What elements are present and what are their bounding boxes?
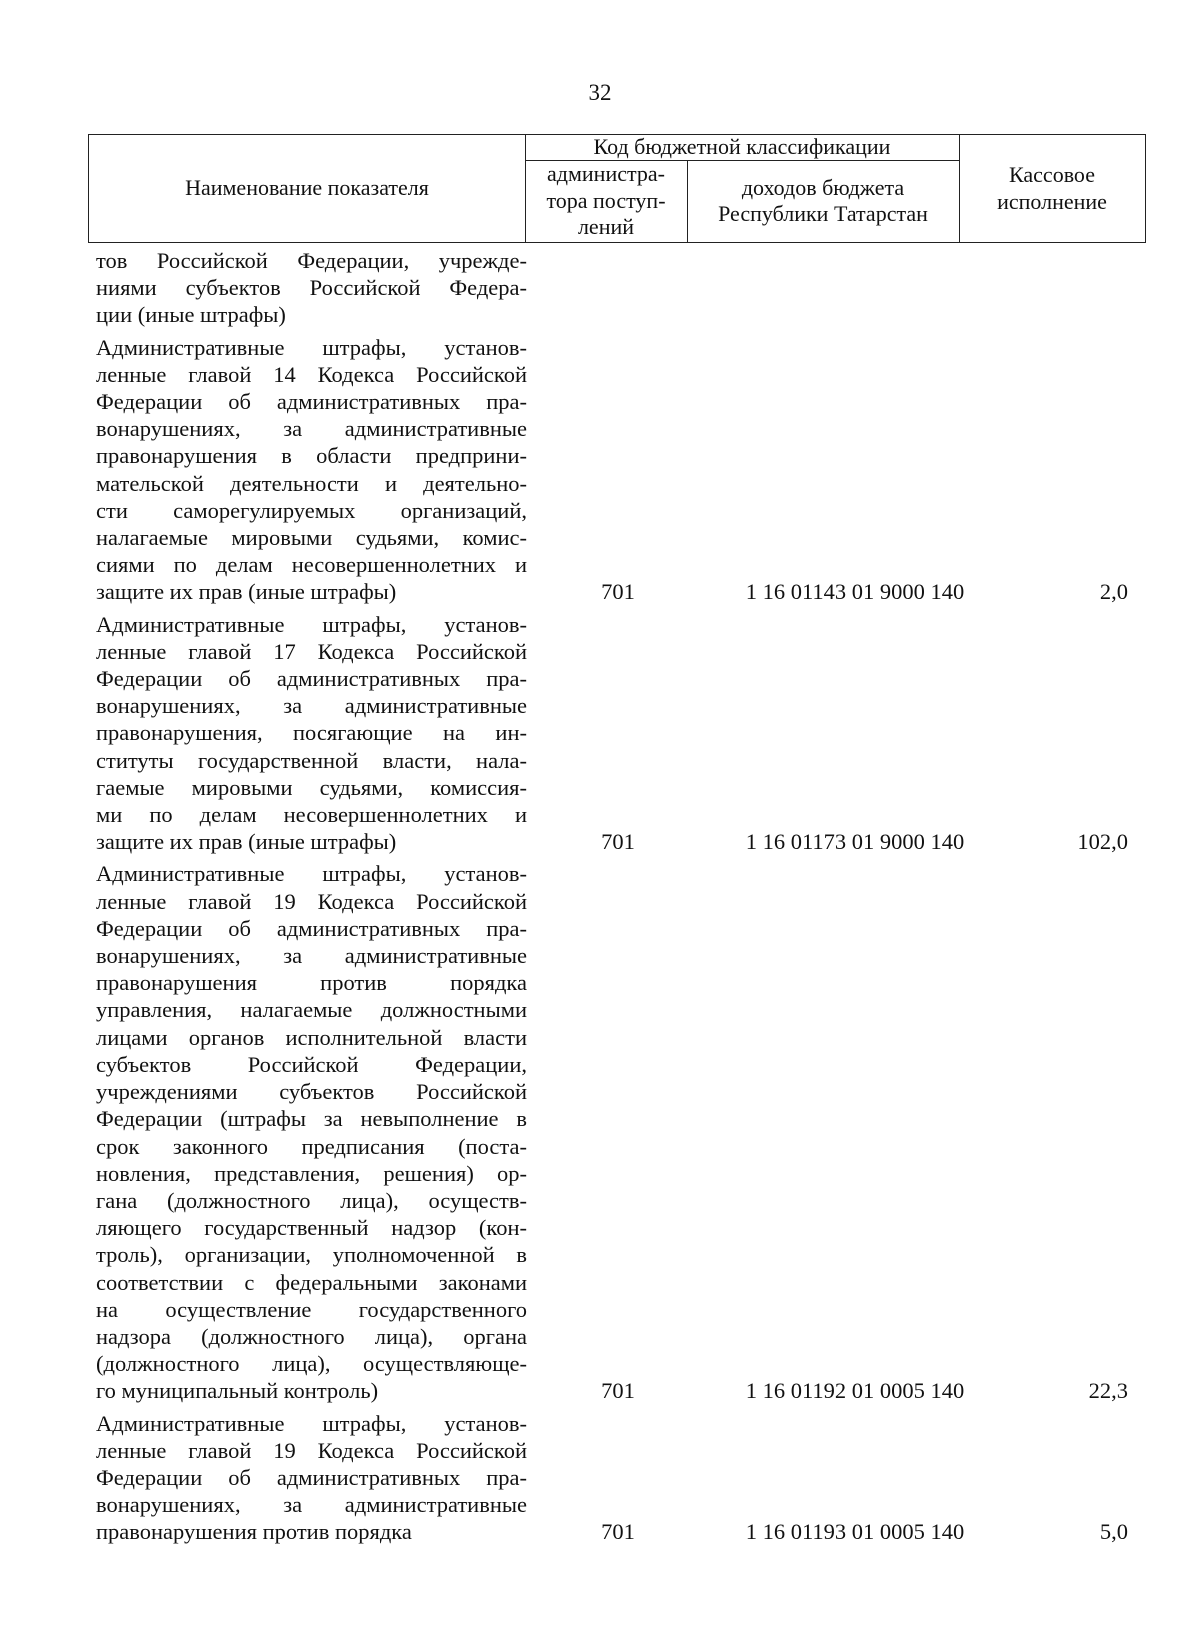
row-description [96, 1410, 527, 1546]
row-description-line: ции (иные штрафы) [96, 302, 286, 328]
row-description-line: правонарушения в области предприни- [96, 443, 527, 469]
header-col-admin: администра- тора поступ- лений [546, 161, 666, 240]
row-admin-code: 701 [601, 579, 635, 605]
table-row [0, 1410, 1200, 1546]
table-row [0, 860, 1200, 1404]
row-description [96, 334, 527, 606]
row-description-line: Административные штрафы, установ- [96, 861, 527, 887]
row-amount: 22,3 [1088, 1378, 1128, 1404]
row-description-line: Федерации об административных пра- [96, 915, 527, 941]
row-description-line: (должностного лица), осуществляюще- [96, 1351, 527, 1377]
row-admin-code: 701 [601, 1519, 635, 1545]
header-col-cash: Кассовое исполнение [997, 162, 1107, 214]
row-description-line: надзора (должностного лица), органа [96, 1323, 527, 1349]
row-description-line: вонарушениях, за административные [96, 416, 527, 442]
row-description-line: ституты государственной власти, нала- [96, 747, 527, 773]
row-description-line: правонарушения против порядка [96, 970, 527, 996]
page-number: 32 [588, 80, 612, 105]
row-description-line: управления, налагаемые должностными [96, 997, 527, 1023]
row-description-line: соответствии с федеральными законами [96, 1269, 527, 1295]
row-description [96, 247, 527, 329]
row-description-line: Административные штрафы, установ- [96, 611, 527, 637]
row-admin-code: 701 [601, 829, 635, 855]
table-row [0, 611, 1200, 856]
row-description-line: правонарушения, посягающие на ин- [96, 720, 527, 746]
row-description-line: новления, представления, решения) ор- [96, 1160, 527, 1186]
row-description-line: го муниципальный контроль) [96, 1378, 379, 1404]
row-description-line: Федерации об административных пра- [96, 1464, 527, 1490]
row-amount: 5,0 [1099, 1519, 1128, 1545]
row-description-line: вонарушениях, за административные [96, 943, 527, 969]
row-description-line: гана (должностного лица), осуществ- [96, 1187, 527, 1213]
row-description-line: троль), организации, уполномоченной в [96, 1242, 527, 1268]
row-description-line: лицами органов исполнительной власти [96, 1024, 527, 1050]
table-row [0, 334, 1200, 606]
row-description-line: ниями субъектов Российской Федера- [96, 275, 527, 301]
row-description-line: вонарушениях, за административные [96, 1492, 527, 1518]
row-description-line: учреждениями субъектов Российской [96, 1079, 527, 1105]
row-description-line: ленные главой 14 Кодекса Российской [96, 361, 527, 387]
row-description-line: ленные главой 17 Кодекса Российской [96, 638, 527, 664]
header-col-name: Наименование показателя [185, 175, 429, 201]
row-description [96, 611, 527, 856]
row-description-line: Федерации об административных пра- [96, 389, 527, 415]
row-description-line: Федерации (штрафы за невыполнение в [96, 1106, 527, 1132]
row-admin-code: 701 [601, 1378, 635, 1404]
row-amount: 102,0 [1077, 829, 1128, 855]
row-description-line: сиями по делам несовершеннолетних и [96, 552, 527, 578]
header-group-code: Код бюджетной классификации [593, 134, 891, 160]
row-description-line: ленные главой 19 Кодекса Российской [96, 888, 527, 914]
row-description-line: ляющего государственный надзор (кон- [96, 1215, 527, 1241]
row-amount: 2,0 [1099, 579, 1128, 605]
row-income-code: 1 16 01143 01 9000 140 [745, 579, 965, 605]
row-description-line: сти саморегулируемых организаций, [96, 497, 527, 523]
row-description-line: защите их прав (иные штрафы) [96, 829, 397, 855]
row-description-line: мательской деятельности и деятельно- [96, 470, 527, 496]
row-description-line: тов Российской Федерации, учрежде- [96, 248, 527, 273]
row-description-line: налагаемые мировыми судьями, комис- [96, 525, 527, 551]
row-description-line: на осуществление государственного [96, 1296, 527, 1322]
table-header [88, 134, 1146, 243]
row-description-line: субъектов Российской Федерации, [96, 1051, 527, 1077]
row-description-line: ми по делам несовершеннолетних и [96, 802, 527, 828]
row-description [96, 860, 527, 1404]
row-description-line: ленные главой 19 Кодекса Российской [96, 1437, 527, 1463]
row-description-line: защите их прав (иные штрафы) [96, 579, 397, 605]
row-description-line: Административные штрафы, установ- [96, 334, 527, 360]
table-row [0, 247, 1200, 329]
table-body [0, 247, 1200, 1546]
row-description-line: правонарушения против порядка [96, 1519, 412, 1545]
row-description-line: Федерации об административных пра- [96, 666, 527, 692]
row-description-line: гаемые мировыми судьями, комиссия- [96, 774, 527, 800]
header-col-income: доходов бюджета Республики Татарстан [718, 174, 928, 226]
row-description-line: Административные штрафы, установ- [96, 1410, 527, 1436]
row-income-code: 1 16 01173 01 9000 140 [745, 829, 965, 855]
row-description-line: вонарушениях, за административные [96, 693, 527, 719]
row-income-code: 1 16 01193 01 0005 140 [745, 1519, 965, 1545]
row-description-line: срок законного предписания (поста- [96, 1133, 527, 1159]
row-income-code: 1 16 01192 01 0005 140 [745, 1378, 965, 1404]
